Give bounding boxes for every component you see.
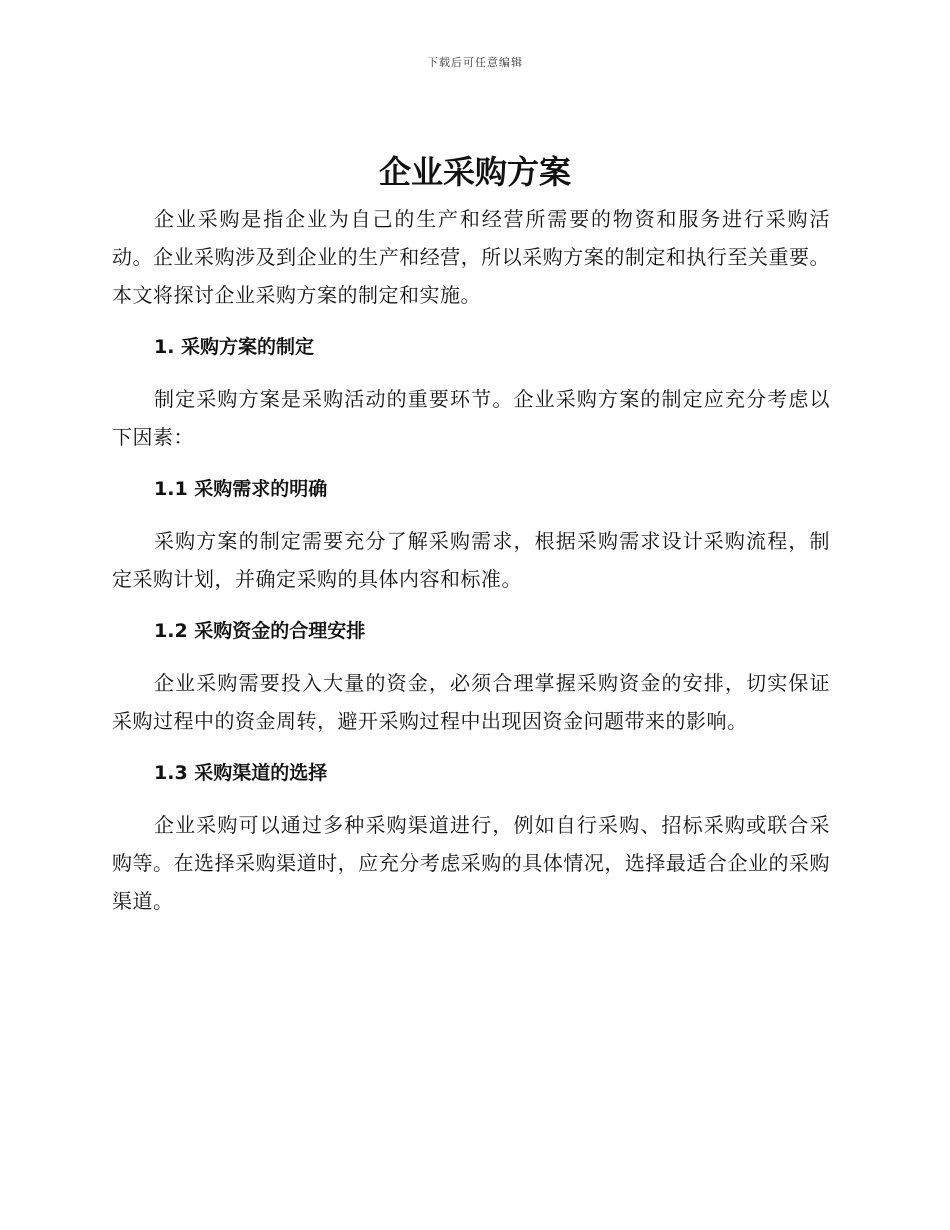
- section-1-2-paragraph: 企业采购需要投入大量的资金，必须合理掌握采购资金的安排，切实保证采购过程中的资金周转，避开采购过程中出现因资金问题带来的影响。: [112, 671, 830, 733]
- section-1-heading: 1. 采购方案的制定: [154, 336, 315, 358]
- section-1-2-heading: 1.2 采购资金的合理安排: [154, 620, 366, 642]
- document-body: [112, 200, 830, 920]
- section-1-paragraph: 制定采购方案是采购活动的重要环节。企业采购方案的制定应充分考虑以下因素：: [112, 387, 830, 449]
- section-1-3-paragraph: 企业采购可以通过多种采购渠道进行，例如自行采购、招标采购或联合采购等。在选择采购渠道时，应充分考虑采购的具体情况，选择最适合企业的采购渠道。: [112, 813, 830, 913]
- page-header-note: 下载后可任意编辑: [427, 56, 523, 69]
- section-1-1-paragraph: 采购方案的制定需要充分了解采购需求，根据采购需求设计采购流程，制定采购计划，并确定采购的具体内容和标准。: [112, 529, 830, 591]
- section-1-1-heading: 1.1 采购需求的明确: [154, 478, 328, 500]
- section-1-3-heading: 1.3 采购渠道的选择: [154, 762, 328, 784]
- intro-paragraph: 企业采购是指企业为自己的生产和经营所需要的物资和服务进行采购活动。企业采购涉及到企业的生产和经营，所以采购方案的制定和执行至关重要。本文将探讨企业采购方案的制定和实施。: [112, 207, 830, 307]
- document-title: 企业采购方案: [378, 153, 571, 191]
